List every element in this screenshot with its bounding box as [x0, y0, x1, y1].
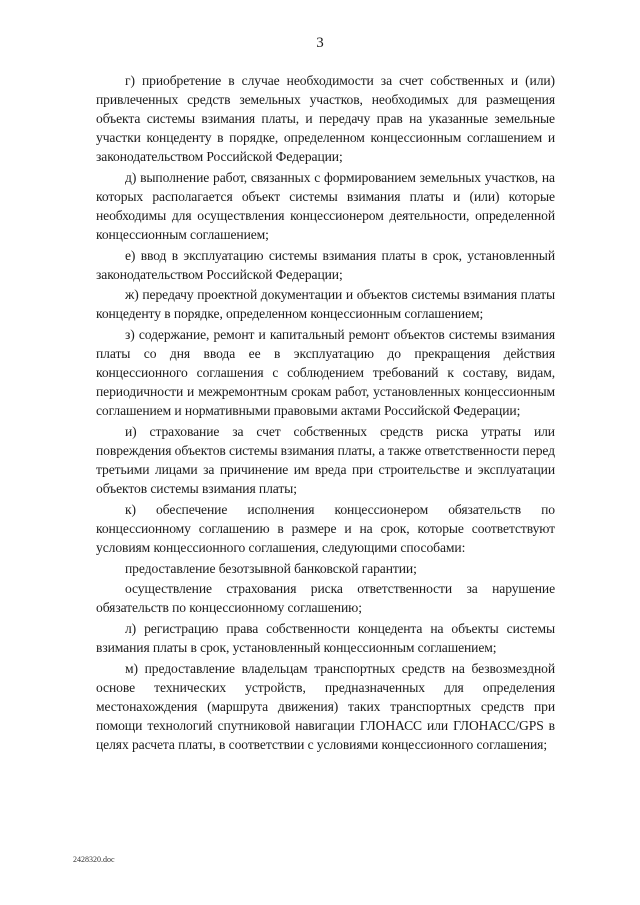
paragraph-zh: ж) передачу проектной документации и объектов системы взимания платы концеденту в порядке, определенном концессионным соглашением; [96, 287, 555, 322]
paragraph-e: е) ввод в эксплуатацию системы взимания платы в срок, установленный законодательством Российской Федерации; [96, 247, 555, 282]
paragraph-z: з) содержание, ремонт и капитальный ремонт объектов системы взимания платы со дня ввода ее в эксплуатацию до прекращения действия концессионного соглашения с соблюдением требований к составу, видам, периодичности и межремонтным срокам работ, установленных концессионным соглашением и нормативными правовыми актами Российской Федерации; [96, 327, 555, 419]
paragraph-m: м) предоставление владельцам транспортных средств на безвозмездной основе технических устройств, предназначенных для определения местонахождения (маршрута движения) таких транспортных средств при помощи технологий спутниковой навигации ГЛОНАСС или ГЛОНАСС/GPS в целях расчета платы, в соответствии с условиями концессионного соглашения; [96, 660, 555, 752]
page-number: 3 [316, 35, 324, 51]
paragraph-liability-insurance: осуществление страхования риска ответственности за нарушение обязательств по концессионному соглашению; [96, 581, 555, 616]
paragraph-g: г) приобретение в случае необходимости за счет собственных и (или) привлеченных средств земельных участков, необходимых для размещения объекта системы взимания платы, и передачу прав на указанные земельные участки концеденту в порядке, определенном концессионным соглашением и законодательством Российской Федерации; [96, 73, 555, 164]
paragraph-i: и) страхование за счет собственных средств риска утраты или повреждения объектов системы взимания платы, а также ответственности перед третьими лицами за причинение им вреда при строительстве и эксплуатации объектов системы взимания платы; [96, 423, 555, 496]
document-body [96, 71, 555, 756]
paragraph-d: д) выполнение работ, связанных с формированием земельных участков, на которых располагается объект системы взимания платы и (или) которые необходимы для осуществления концессионером деятельности, определенной концессионным соглашением; [96, 169, 555, 242]
paragraph-k: к) обеспечение исполнения концессионером обязательств по концессионному соглашению в размере и на срок, которые соответствуют условиям концессионного соглашения, следующими способами: [96, 501, 555, 555]
footer-document-code: 2428320.doc [73, 855, 115, 864]
paragraph-bank-guarantee: предоставление безотзывной банковской гарантии; [125, 560, 417, 576]
paragraph-l: л) регистрацию права собственности концедента на объекты системы взимания платы в срок, установленный концессионным соглашением; [96, 621, 555, 656]
